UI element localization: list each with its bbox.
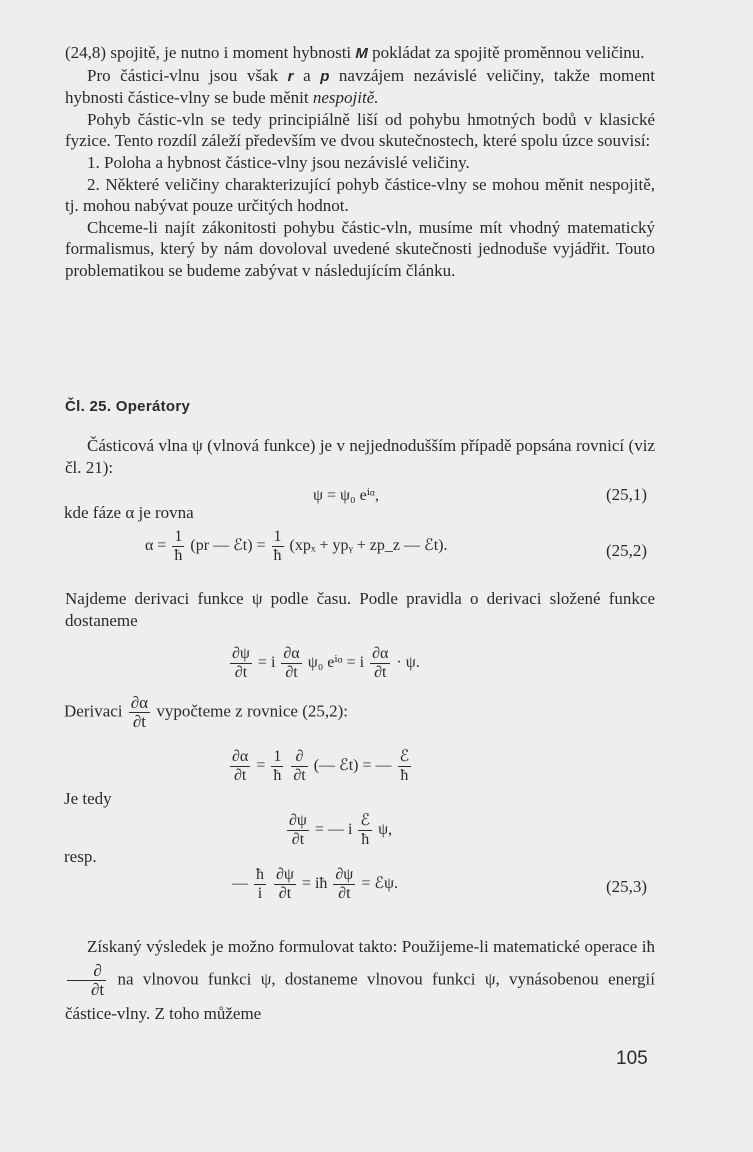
frac-num: ℰ: [360, 812, 371, 829]
frac-num: ∂α: [372, 645, 389, 662]
p7-text-b: na vlnovou funkci ψ, dostaneme vlnovou funkci ψ, vynásobenou energií částice-vlny. Z toho můžeme: [65, 969, 655, 1023]
frac-den: ∂t: [233, 767, 247, 784]
frac-den: ∂t: [132, 712, 146, 731]
label-resp: resp.: [64, 847, 97, 866]
frac-num: ∂α: [232, 748, 249, 765]
paragraph-7: [65, 932, 655, 1029]
fraction-dpsi-dt-2: [287, 812, 309, 849]
eq5-b: = — i: [314, 821, 353, 839]
frac-num: ℰ: [399, 748, 410, 765]
equation-25-3: [232, 866, 398, 903]
derivaci-text-b: vypočteme z rovnice (25,2):: [156, 701, 348, 721]
list-item-2: 2. Některé veličiny charakterizující pohyb částice-vlny se mohou měnit nespojitě, tj. mohou nabývat pouze určitých hodnot.: [65, 174, 655, 216]
eq5-c: ψ,: [378, 821, 393, 839]
frac-den: ħ: [400, 767, 409, 784]
fraction-dalpha-dt: [281, 645, 301, 682]
eq2-right: (xpₓ + ypᵧ + zp_z — ℰt).: [289, 537, 448, 555]
frac-den: ∂t: [234, 664, 248, 681]
frac-num: 1: [273, 528, 282, 545]
paragraph-7-block: [65, 932, 655, 1029]
label-kde-faze: kde fáze α je rovna: [64, 503, 194, 522]
frac-den: i: [257, 885, 263, 902]
frac-num: 1: [273, 748, 282, 765]
frac-num: ∂α: [283, 645, 300, 662]
p2-and: a: [293, 65, 321, 85]
fraction-hbar-over-i: [254, 866, 266, 903]
frac-den: ∂t: [338, 885, 351, 902]
eq4-b: (— ℰt) = —: [313, 757, 392, 775]
frac-num: ∂α: [130, 693, 149, 712]
frac-den: ∂t: [374, 664, 387, 681]
eq6-c: = ℰψ.: [361, 875, 399, 893]
paragraph-1: [65, 42, 655, 65]
p2-italic: nespojitě.: [312, 88, 379, 108]
eq6-b: = iħ: [301, 875, 328, 893]
fraction-1-over-hbar-2: [272, 528, 284, 565]
frac-den: ∂t: [91, 980, 105, 999]
frac-num: ∂ψ: [335, 866, 354, 883]
equation-number-25-2: (25,2): [606, 541, 648, 560]
fraction-dalpha-dt-3: [129, 694, 150, 731]
eq2-middle: (pr — ℰt) =: [190, 537, 266, 555]
symbol-p: p: [320, 67, 330, 85]
fraction-dpsi-dt-3: [274, 866, 296, 903]
frac-den: ħ: [273, 547, 282, 564]
fraction-d-dt-2: [67, 962, 106, 999]
frac-num: ∂: [291, 748, 307, 767]
paragraph-5-block: [65, 435, 655, 478]
frac-den: ∂t: [291, 831, 305, 848]
frac-num: 1: [174, 528, 183, 545]
frac-num: ∂ψ: [276, 866, 294, 883]
frac-num: ∂: [67, 962, 106, 981]
page-number: 105: [616, 1048, 648, 1069]
p2-text-b: navzájem nezávislé veličiny, takže moment hybnosti částice-vlny se bude měnit: [65, 65, 656, 108]
intro-text: [65, 42, 655, 282]
fraction-E-over-hbar: [398, 748, 412, 785]
fraction-1-over-hbar: [172, 528, 184, 565]
paragraph-6: Najdeme derivaci funkce ψ podle času. Podle pravidla o derivaci složené funkce dostaneme: [65, 589, 655, 630]
p2-text-a: Pro částici-vlnu jsou však: [87, 65, 288, 85]
equation-25-2: [145, 528, 447, 565]
derivaci-text-a: Derivaci: [64, 701, 123, 721]
symbol-M: M: [355, 45, 368, 62]
equation-dpsi-dt: [228, 645, 420, 682]
eq2-alpha: α =: [145, 537, 167, 555]
equation-25-1: ψ = ψ₀ eⁱᵅ,: [313, 487, 379, 504]
frac-num: ħ: [256, 866, 264, 883]
equation-dalpha-dt: $\frac{\partial\alpha}{\partial t}$ = $\frac{1}{ħ}$ $\frac{\partial}{\partial t}$ (— ℰt) = — $\frac{\text{ℰ}}{ħ}$: [232, 748, 410, 784]
fraction-d-dt: [291, 748, 307, 785]
frac-num: ∂ψ: [289, 812, 307, 829]
p1-text-a: (24,8) spojitě, je nutno i moment hybnosti: [65, 43, 356, 62]
paragraph-2: [65, 65, 655, 109]
frac-den: ħ: [273, 767, 282, 784]
frac-den: ħ: [361, 831, 370, 848]
frac-den: ħ: [174, 547, 183, 564]
fraction-1-over-hbar-3: [271, 748, 283, 785]
section-heading: Čl. 25. Operátory: [65, 398, 191, 415]
derivaci-line: [64, 694, 348, 731]
symbol-r: r: [287, 67, 294, 85]
fraction-dalpha-dt-2: [370, 645, 390, 682]
eq3-b: ψ₀ eⁱᵅ = i: [307, 654, 365, 672]
label-je-tedy: Je tedy: [64, 789, 112, 808]
equation-dpsi-dt-2: [285, 812, 392, 849]
fraction-dalpha-dt-4: [230, 748, 250, 785]
equation-number-25-1: (25,1): [606, 485, 648, 504]
operator-ihbar: iħ: [641, 937, 655, 956]
paragraph-5: Částicová vlna ψ (vlnová funkce) je v nejjednodušším případě popsána rovnicí (viz čl. 21):: [65, 436, 655, 477]
frac-den: ∂t: [293, 767, 306, 784]
eq3-a: = i: [257, 654, 276, 672]
fraction-dpsi-dt-4: [333, 866, 355, 903]
list-item-1: 1. Poloha a hybnost částice-vlny jsou nezávislé veličiny.: [87, 152, 470, 172]
frac-den: ∂t: [278, 885, 292, 902]
p1-text-b: pokládat za spojitě proměnnou veličinu.: [367, 43, 645, 62]
paragraph-6-block: [65, 588, 655, 631]
frac-den: ∂t: [285, 664, 298, 681]
equation-number-25-3: (25,3): [606, 877, 648, 896]
eq6-a: —: [232, 875, 248, 893]
paragraph-4: Chceme-li najít zákonitosti pohybu částic-vln, musíme mít vhodný matematický formalismus, který by nám dovoloval uvedené skutečnosti jednoduše vyjádřit. Touto problematikou se budeme zabývat v následujícím článku.: [65, 217, 655, 280]
fraction-dpsi-dt: [230, 645, 252, 682]
fraction-E-over-hbar-2: [358, 812, 372, 849]
p7-text-a: Získaný výsledek je možno formulovat takto: Použijeme-li matematické operace: [87, 937, 638, 956]
eq3-c: · ψ.: [396, 654, 420, 672]
paragraph-3: Pohyb částic-vln se tedy principiálně liší od pohybu hmotných bodů v klasické fyzice. Tento rozdíl záleží především ve dvou skutečnostech, které spolu úzce souvisí:: [65, 109, 655, 151]
frac-num: ∂ψ: [232, 645, 250, 662]
